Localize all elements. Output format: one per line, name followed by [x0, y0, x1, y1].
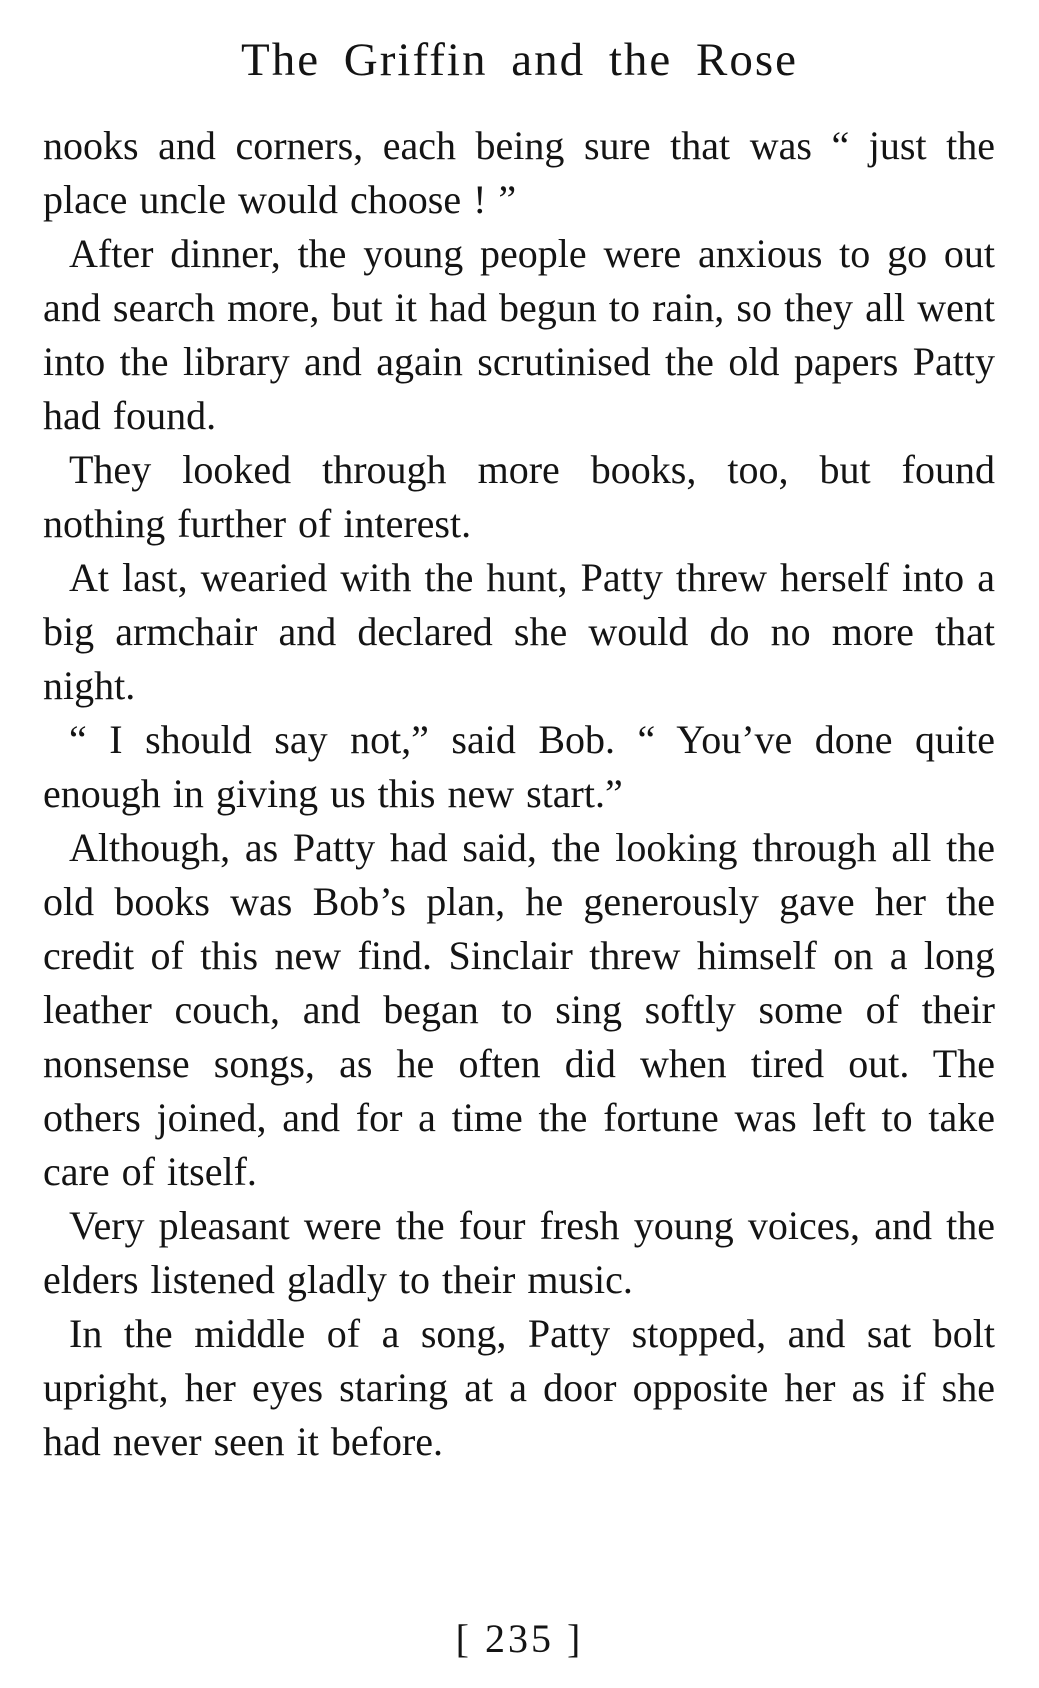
running-head: The Griffin and the Rose [240, 34, 798, 86]
paragraph-3: They looked through more books, too, but found nothing further of interest. [43, 447, 995, 546]
paragraph-7: Very pleasant were the four fresh young voices, and the elders listened gladly to their music. [43, 1203, 995, 1302]
paragraph-1: nooks and corners, each being sure that was “ just the place uncle would choose ! ” [43, 123, 995, 222]
paragraph-5: “ I should say not,” said Bob. “ You’ve done quite enough in giving us this new start.” [43, 717, 995, 816]
paragraph-6: Although, as Patty had said, the looking through all the old books was Bob’s plan, he generously gave her the credit of this new find. Sinclair threw himself on a long leather couch, and began to sing softly some of their nonsense songs, as he often did when tired out. The others joined, and for a time the fortune was left to take care of itself. [43, 825, 995, 1194]
page-number: [ 235 ] [455, 1616, 584, 1661]
paragraph-8: In the middle of a song, Patty stopped, and sat bolt upright, her eyes staring at a door opposite her as if she had never seen it before. [43, 1311, 995, 1464]
body-text [43, 119, 995, 1469]
paragraph-2: After dinner, the young people were anxious to go out and search more, but it had begun to rain, so they all went into the library and again scrutinised the old papers Patty had found. [43, 231, 995, 438]
paragraph-4: At last, wearied with the hunt, Patty threw herself into a big armchair and declared she would do no more that night. [43, 555, 995, 708]
